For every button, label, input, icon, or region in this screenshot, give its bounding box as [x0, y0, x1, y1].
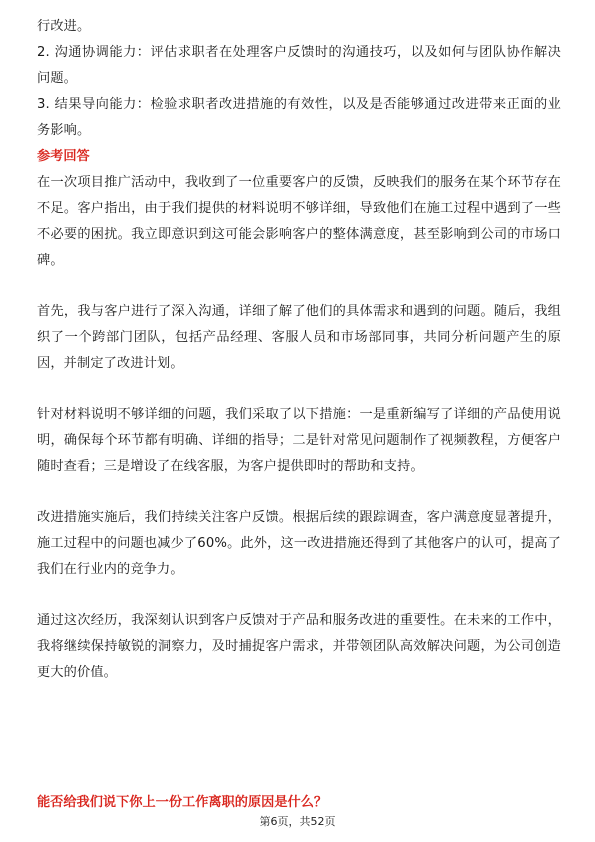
criterion-communication: 2. 沟通协调能力：评估求职者在处理客户反馈时的沟通技巧，以及如何与团队协作解决问题。 [37, 45, 561, 86]
answer-paragraph-4: 改进措施实施后，我们持续关注客户反馈。根据后续的跟踪调查，客户满意度显著提升，施工过程中的问题也减少了60%。此外，这一改进措施还得到了其他客户的认可，提高了我们在行业内的竞争力。 [37, 510, 561, 577]
criterion-result-oriented: 3. 结果导向能力：检验求职者改进措施的有效性，以及是否能够通过改进带来正面的业务影响。 [37, 97, 561, 138]
paragraph-gap [37, 377, 561, 402]
paragraph-gap [37, 583, 561, 608]
paragraph-gap [37, 480, 561, 505]
next-question-heading: 能否给我们说下你上一份工作离职的原因是什么？ [37, 795, 328, 810]
answer-paragraph-3: 针对材料说明不够详细的问题，我们采取了以下措施：一是重新编写了详细的产品使用说明，确保每个环节都有明确、详细的指导；二是针对常见问题制作了视频教程，方便客户随时查看；三是增设了在线客服，为客户提供即时的帮助和支持。 [37, 407, 561, 474]
answer-paragraph-2: 首先，我与客户进行了深入沟通，详细了解了他们的具体需求和遇到的问题。随后，我组织了一个跨部门团队，包括产品经理、客服人员和市场部同事，共同分析问题产生的原因，并制定了改进计划。 [37, 304, 561, 371]
answer-paragraph-5: 通过这次经历，我深刻认识到客户反馈对于产品和服务改进的重要性。在未来的工作中，我将继续保持敏锐的洞察力，及时捕捉客户需求，并带领团队高效解决问题，为公司创造更大的价值。 [37, 613, 561, 680]
answer-paragraph-1: 在一次项目推广活动中，我收到了一位重要客户的反馈，反映我们的服务在某个环节存在不足。客户指出，由于我们提供的材料说明不够详细，导致他们在施工过程中遇到了一些不必要的困扰。我立即意识到这可能会影响客户的整体满意度，甚至影响到公司的市场口碑。 [37, 175, 561, 268]
intro-line-continuation: 行改进。 [37, 19, 91, 34]
answer-heading: 参考回答 [37, 149, 90, 164]
paragraph-gap [37, 274, 561, 299]
page-content [37, 14, 561, 686]
page-number-footer: 第6页，共52页 [259, 815, 336, 828]
